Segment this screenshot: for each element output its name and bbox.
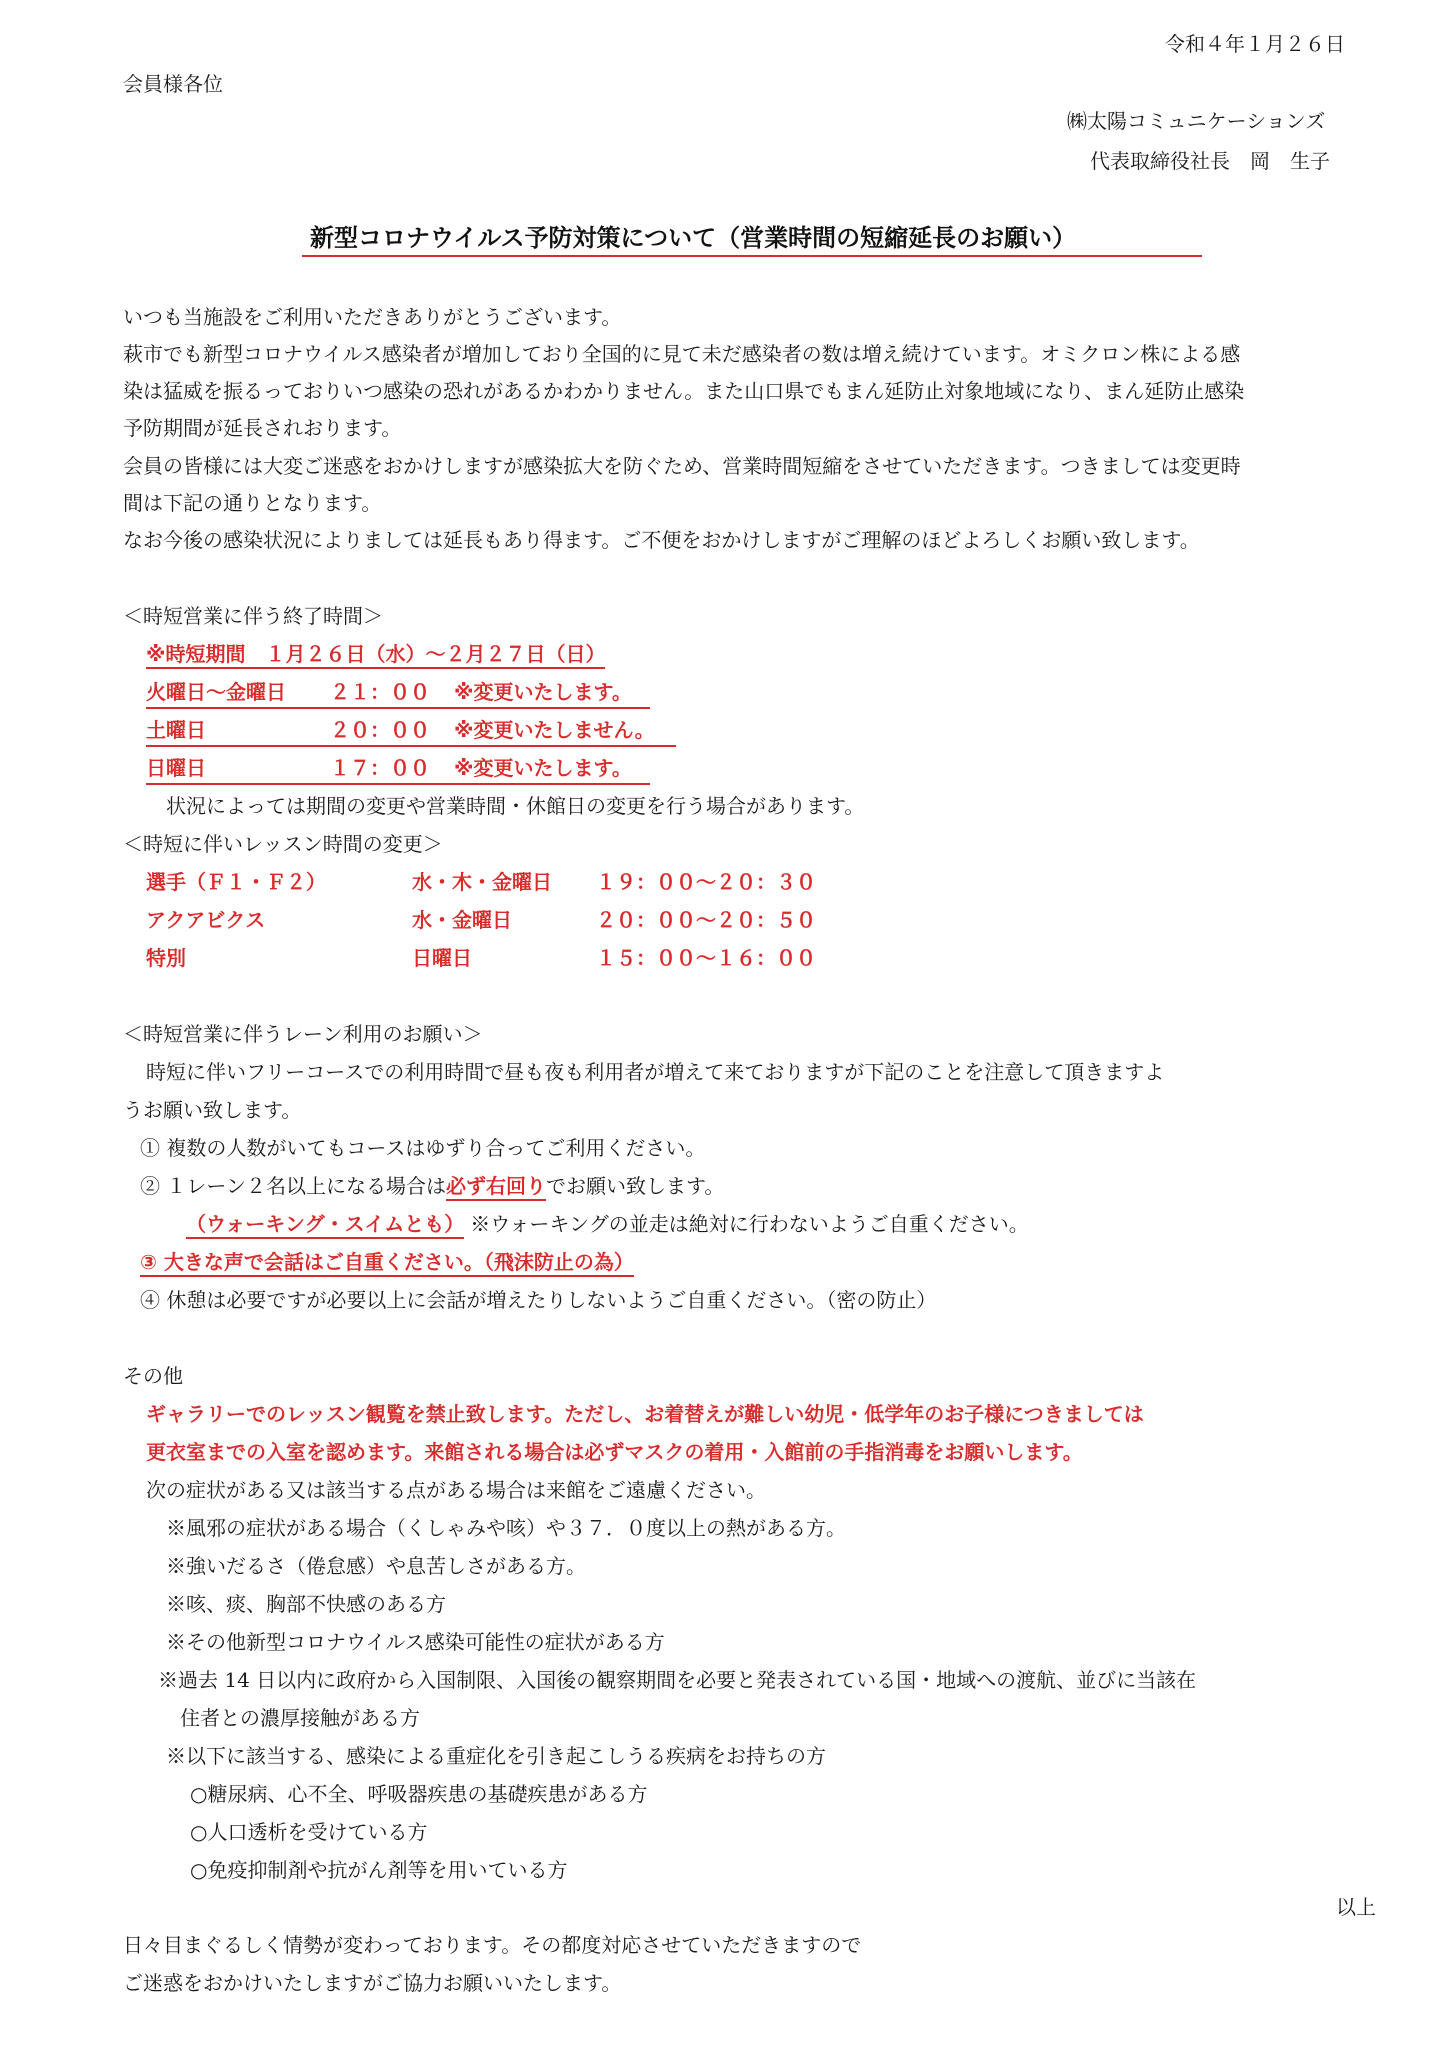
disease-item: ○免疫抑制剤や抗がん剤等を用いている方 — [190, 1858, 568, 1882]
title-underline — [302, 255, 1202, 257]
hours-period — [146, 640, 605, 668]
lesson-name: 特別 — [146, 946, 186, 970]
page-title: 新型コロナウイルス予防対策について（営業時間の短縮延長のお願い） — [310, 224, 1077, 252]
intro-line-1: いつも当施設をご利用いただきありがとうございます。 — [123, 305, 622, 329]
hours-time: ２０：００ — [330, 718, 430, 742]
company-name: ㈱太陽コミュニケーションズ — [1067, 109, 1326, 133]
closing-line-1: 日々目まぐるしく情勢が変わっております。その都度対応させていただきますので — [123, 1933, 862, 1957]
disease-item: ○人口透析を受けている方 — [190, 1820, 428, 1844]
intro-line-3: 染は猛威を振るっておりいつ感染の恐れがあるかわかりません。また山口県でもまん延防止対象地域になり、まん延防止感染 — [123, 379, 1245, 403]
symptom-item: ※咳、痰、胸部不快感のある方 — [166, 1592, 446, 1616]
lanes-item-2-sub — [186, 1210, 1029, 1238]
lanes-item-2-sub-text: ※ウォーキングの並走は絶対に行わないようご自重ください。 — [470, 1212, 1029, 1236]
lesson-name: アクアビクス — [146, 908, 266, 932]
lanes-item-2-emphasis: 必ず右回り — [446, 1174, 546, 1201]
hours-note: 状況によっては期間の変更や営業時間・休館日の変更を行う場合があります。 — [166, 794, 865, 818]
lesson-days: 水・金曜日 — [412, 908, 512, 932]
intro-line-6: 間は下記の通りとなります。 — [123, 491, 382, 515]
hours-row-underline — [146, 716, 676, 747]
lesson-time: １５：００～１６：００ — [596, 946, 816, 970]
symptom-item: ※過去 14 日以内に政府から入国制限、入国後の観察期間を必要と発表されている国・地域への渡航、並びに当該在 — [158, 1668, 1197, 1692]
other-red-line-1: ギャラリーでのレッスン観覧を禁止致します。ただし、お着替えが難しい幼児・低学年のお子様につきましては — [146, 1402, 1144, 1426]
closing-line-2: ご迷惑をおかけいたしますがご協力お願いいたします。 — [123, 1971, 622, 1995]
lanes-heading: ＜時短営業に伴うレーン利用のお願い＞ — [123, 1022, 483, 1046]
hours-row — [146, 716, 676, 747]
hours-time: ２１：００ — [330, 680, 430, 704]
symptom-item: ※その他新型コロナウイルス感染可能性の症状がある方 — [166, 1630, 665, 1654]
hours-row-underline — [146, 754, 650, 785]
disease-item: ○糖尿病、心不全、呼吸器疾患の基礎疾患がある方 — [190, 1782, 648, 1806]
hours-note: ※変更いたします。 — [454, 680, 632, 704]
hours-note: ※変更いたしません。 — [454, 718, 655, 742]
hours-day: 土曜日 — [146, 718, 206, 742]
symptom-item: ※強いだるさ（倦怠感）や息苦しさがある方。 — [166, 1554, 586, 1578]
document-date: 令和４年１月２６日 — [1165, 32, 1345, 56]
lesson-days: 水・木・金曜日 — [412, 870, 552, 894]
hours-row — [146, 754, 650, 785]
hours-day: 日曜日 — [146, 756, 206, 780]
lanes-item-2 — [140, 1172, 724, 1200]
hours-period-text: ※時短期間 １月２６日（水）～２月２７日（日） — [146, 642, 605, 669]
symptom-item: ※風邪の症状がある場合（くしゃみや咳）や３７．０度以上の熱がある方。 — [166, 1516, 846, 1540]
other-heading: その他 — [123, 1364, 183, 1388]
hours-row-underline — [146, 678, 650, 709]
lanes-item-2-post: でお願い致します。 — [545, 1174, 725, 1198]
hours-note: ※変更いたします。 — [454, 756, 632, 780]
symptom-item-cont: 住者との濃厚接触がある方 — [180, 1706, 420, 1730]
recipient: 会員様各位 — [123, 72, 223, 96]
lanes-item-2-pre: ② １レーン２名以上になる場合は — [140, 1174, 446, 1198]
hours-day: 火曜日～金曜日 — [146, 680, 286, 704]
intro-line-7: なお今後の感染状況によりましては延長もあり得ます。ご不便をおかけしますがご理解のほどよろしくお願い致します。 — [123, 528, 1200, 552]
lesson-time: ２０：００～２０：５０ — [596, 908, 816, 932]
lessons-heading: ＜時短に伴いレッスン時間の変更＞ — [123, 832, 443, 856]
other-red-line-2: 更衣室までの入室を認めます。来館される場合は必ずマスクの着用・入館前の手指消毒をお願いします。 — [146, 1440, 1083, 1464]
closing-end: 以上 — [1336, 1895, 1376, 1919]
intro-line-5: 会員の皆様には大変ご迷惑をおかけしますが感染拡大を防ぐため、営業時間短縮をさせていただきます。つきましては変更時 — [123, 454, 1241, 478]
lesson-name: 選手（Ｆ１・Ｆ２） — [146, 870, 326, 894]
lanes-item-1: ① 複数の人数がいてもコースはゆずり合ってご利用ください。 — [140, 1136, 706, 1160]
hours-time: １７：００ — [330, 756, 430, 780]
lanes-para-1: 時短に伴いフリーコースでの利用時間で昼も夜も利用者が増えて来ておりますが下記のことを注意して頂きますよ — [146, 1060, 1165, 1084]
lanes-item-2-sub-emphasis: （ウォーキング・スイムとも） — [186, 1212, 464, 1239]
symptoms-lead: 次の症状がある又は該当する点がある場合は来館をご遠慮ください。 — [146, 1478, 766, 1502]
lesson-time: １９：００～２０：３０ — [596, 870, 816, 894]
hours-heading: ＜時短営業に伴う終了時間＞ — [123, 604, 383, 628]
lanes-item-4: ④ 休憩は必要ですが必要以上に会話が増えたりしないようご自重ください。（密の防止） — [140, 1288, 937, 1312]
lesson-days: 日曜日 — [412, 946, 472, 970]
lanes-item-3 — [140, 1248, 634, 1276]
lanes-para-2: うお願い致します。 — [123, 1098, 302, 1122]
intro-line-2: 萩市でも新型コロナウイルス感染者が増加しており全国的に見て未だ感染者の数は増え続けています。オミクロン株による感 — [123, 342, 1241, 366]
hours-row — [146, 678, 650, 709]
symptom-item: ※以下に該当する、感染による重症化を引き起こしうる疾病をお持ちの方 — [166, 1744, 826, 1768]
lanes-item-3-text: ③ 大きな声で会話はご自重ください。（飛沫防止の為） — [140, 1250, 634, 1277]
intro-line-4: 予防期間が延長されおります。 — [123, 416, 402, 440]
representative: 代表取締役社長 岡 生子 — [1090, 149, 1330, 173]
